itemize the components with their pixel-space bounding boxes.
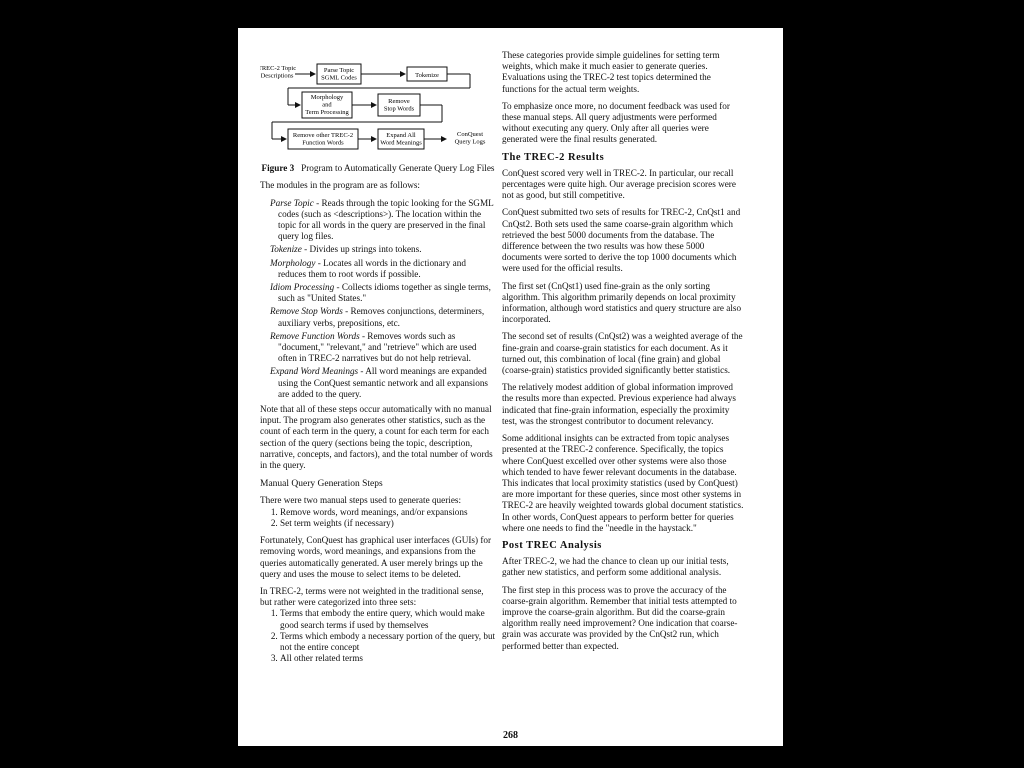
figure-caption-text: Program to Automatically Generate Query Log Files xyxy=(301,163,495,174)
list-item: 1. Terms that embody the entire query, which would make good search terms if used by themselves xyxy=(280,608,496,630)
modules-list xyxy=(260,198,496,400)
module-item xyxy=(260,366,496,400)
module-description: - Collects idioms together as single terms, such as "United States." xyxy=(278,282,491,304)
node-trec-topic: TREC-2 Topic Descriptions xyxy=(260,65,297,80)
svg-text:Remove other TREC-2Function Wo: Remove other TREC-2 Function Words xyxy=(292,132,354,147)
paragraph: The first set (CnQst1) used fine-grain as the only sorting algorithm. This algorithm primarily depends on local proximity information, although word statistics and query structure are also incorporated. xyxy=(502,280,742,325)
module-description: - All word meanings are expanded using the ConQuest semantic network and all expansions are added to the query. xyxy=(278,366,488,399)
figure-caption xyxy=(260,163,496,174)
right-column xyxy=(502,50,746,658)
modules-intro: The modules in the program are as follows: xyxy=(260,180,420,191)
list-item: 2. Terms which embody a necessary portion of the query, but not the entire concept xyxy=(280,631,496,653)
module-name: Parse Topic xyxy=(270,197,314,208)
results-heading: The TREC-2 Results xyxy=(502,151,605,163)
list-item: 2. Set term weights (if necessary) xyxy=(280,518,496,529)
module-name: Remove Function Words xyxy=(270,330,360,341)
module-item xyxy=(260,198,496,243)
module-item xyxy=(260,331,496,365)
manual-steps-list xyxy=(260,507,496,529)
svg-text:Tokenize: Tokenize xyxy=(415,72,439,79)
module-name: Morphology xyxy=(270,257,316,268)
figure-label: Figure 3 xyxy=(261,163,295,174)
flow-diagram xyxy=(260,28,496,156)
module-item xyxy=(260,306,496,328)
module-item xyxy=(260,282,496,304)
module-name: Idiom Processing xyxy=(270,282,335,293)
paragraph: ConQuest scored very well in TREC-2. In particular, our recall percentages were quite high. Our average precision scores were not as good, but still competitive. xyxy=(502,167,736,201)
node-conquest-logs: ConQuest Query Logs xyxy=(454,131,486,146)
svg-text:RemoveStop Words: Remove Stop Words xyxy=(383,98,415,113)
paragraph: After TREC-2, we had the chance to clean up our initial tests, gather new statistics, and perform some additional analysis. xyxy=(502,556,729,578)
paragraph-weights: In TREC-2, terms were not weighted in the traditional sense, but rather were categorized into three sets: xyxy=(260,585,484,608)
post-trec-heading: Post TREC Analysis xyxy=(502,539,602,551)
paragraph: The relatively modest addition of global information improved the results more than expected. Previous experience had always indicated that fine-grain information, especially the proximity test, was the strongest contributor to document relevancy. xyxy=(502,382,736,426)
paragraph-gui: Fortunately, ConQuest has graphical user interfaces (GUIs) for removing words, word meanings, and expansions from the queries automatically generated. A user merely brings up the query and uses the mouse to select items to be deleted. xyxy=(260,535,492,579)
weight-sets-list xyxy=(260,608,496,664)
svg-text:Expand AllWord Meanings: Expand All Word Meanings xyxy=(380,132,422,147)
manual-intro: There were two manual steps used to generate queries: xyxy=(260,495,462,506)
svg-text:MorphologyandTerm Processing: Morphology and Term Processing xyxy=(305,94,349,116)
left-column xyxy=(260,28,496,670)
module-name: Remove Stop Words xyxy=(270,306,343,317)
module-item xyxy=(260,244,496,255)
paper-page xyxy=(238,28,783,746)
module-item xyxy=(260,258,496,280)
manual-heading: Manual Query Generation Steps xyxy=(260,479,383,490)
paragraph-auto: Note that all of these steps occur automatically with no manual input. The program also generates other statistics, such as the count of each term in the query, a count for each term for each section of the query (sections being the topic, description, narrative, concepts, and factors), and the total number of words in the query. xyxy=(260,404,493,471)
paragraph: The second set of results (CnQst2) was a weighted average of the fine-grain and coarse-grain statistics for each document. As it turned out, this combination of local (fine grain) and global (coarse-grain) statistics provided significantly better statistics. xyxy=(502,331,743,376)
module-name: Expand Word Meanings xyxy=(270,366,359,377)
module-description: - Divides up strings into tokens. xyxy=(301,244,422,255)
list-item: 1. Remove words, word meanings, and/or expansions xyxy=(280,507,496,518)
paragraph: The first step in this process was to prove the accuracy of the coarse-grain algorithm. Remember that initial tests attempted to improve the coarse-grain algorithm. But did the coarse-grain algorithm really need improvement? One indication that coarse-grain was accurate was provided by the CnQst2 run, which performed better than expected. xyxy=(502,584,738,651)
paragraph: Some additional insights can be extracted from topic analyses presented at the TREC-2 conference. Specifically, the topics where ConQuest excelled over other systems were also those which tended to have fewer relevant documents in the database. This indicates that local proximity statistics (used by ConQuest) are more important for these queries, since most other systems in TREC-2 are heavily weighted towards global document statistics. In other words, ConQuest appears to perform better for queries where one needs to find the "needle in the haystack." xyxy=(502,433,744,533)
module-name: Tokenize xyxy=(270,244,302,255)
svg-text:Parse TopicSGML Codes: Parse Topic SGML Codes xyxy=(321,67,357,82)
module-description: - Locates all words in the dictionary and reduces them to root words if possible. xyxy=(278,257,466,279)
module-description: - Reads through the topic looking for the SGML codes (such as <descriptions>). The location within the topic for all words in the query are preserved in the final query log files. xyxy=(278,197,494,242)
paragraph: ConQuest submitted two sets of results for TREC-2, CnQst1 and CnQst2. Both sets used the same coarse-grain algorithm which retrieved the best 5000 documents from the database. The difference between the two results was how these 5000 documents were sorted to derive the top 1000 documents which were used for the official results. xyxy=(502,207,741,274)
module-description: - Removes conjunctions, determiners, auxiliary verbs, prepositions, etc. xyxy=(278,306,485,328)
page-number: 268 xyxy=(503,730,518,741)
paragraph: These categories provide simple guidelines for setting term weights, which make it much easier to generate queries. Evaluations using the TREC-2 test topics determined the functions for the actual term weights. xyxy=(502,50,720,94)
paragraph: To emphasize once more, no document feedback was used for these manual steps. All query adjustments were performed without executing any query. Only after all queries were generated were the final results generated. xyxy=(502,100,730,145)
module-description: - Removes words such as "document," "relevant," and "retrieve" which are used often in TREC-2 narratives but do not help retrieval. xyxy=(278,330,477,364)
list-item: 3. All other related terms xyxy=(280,653,496,664)
